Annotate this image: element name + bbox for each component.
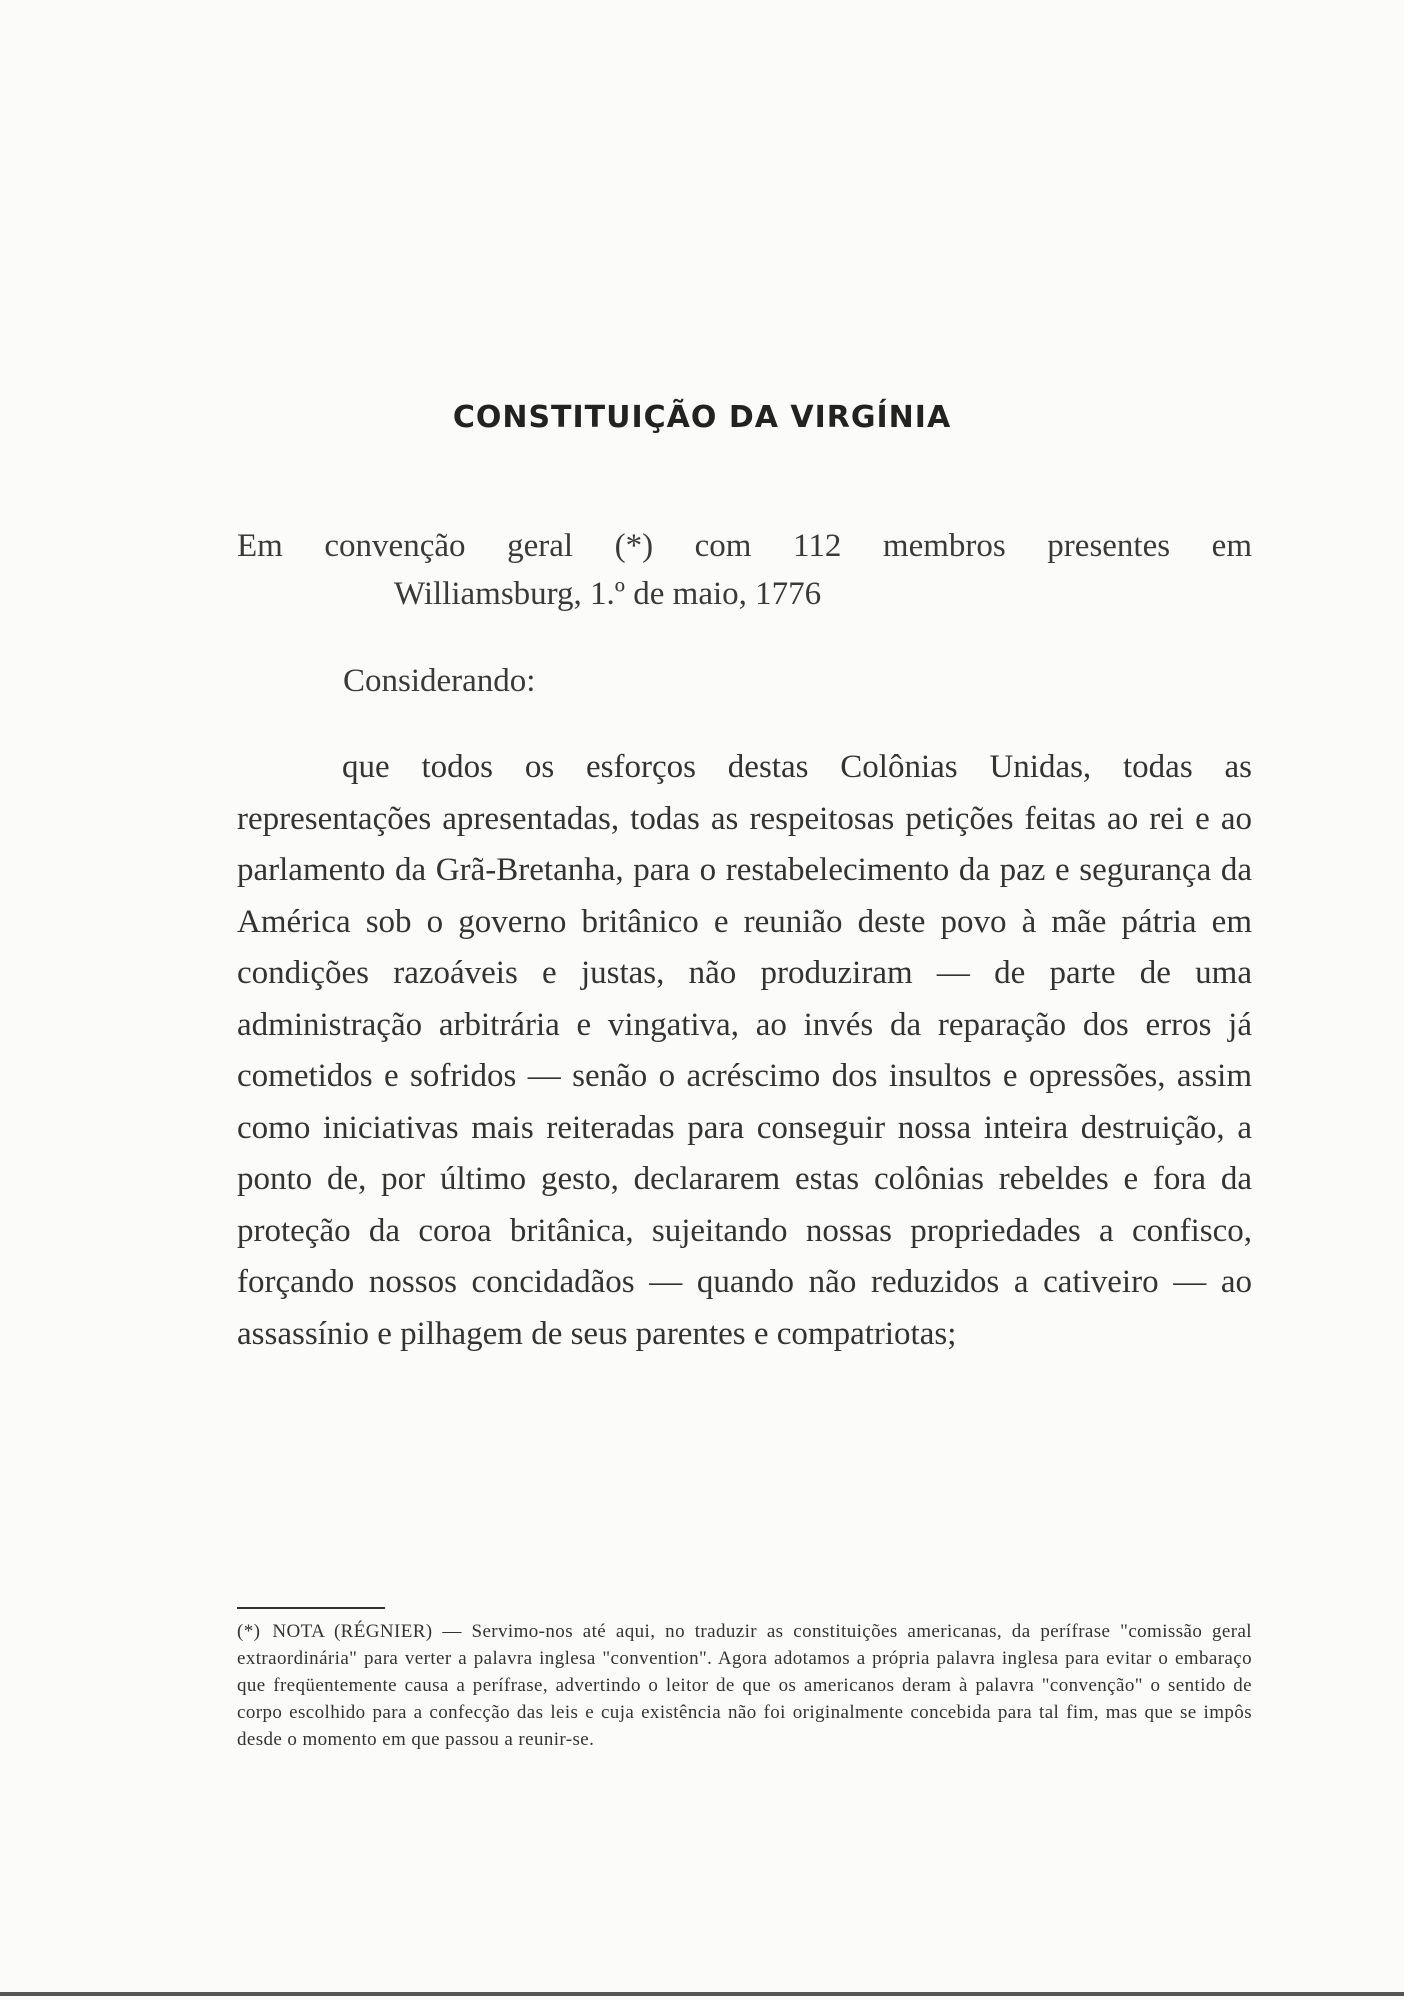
footnote-mark: (*): [237, 1621, 261, 1642]
convention-line-2: Williamsburg, 1.º de maio, 1776: [394, 576, 822, 612]
footnote-divider: [237, 1607, 385, 1609]
convention-line-1: Em convenção geral (*) com 112 membros presentes em: [237, 528, 1252, 564]
footnote-text: NOTA (RÉGNIER) — Servimo-nos até aqui, no traduzir as constituições americanas, da perífrase "comissão geral extraordinária" para verter a palavra inglesa "convention". Agora adotamos a própria palavra inglesa para evitar o embaraço que freqüentemente causa a perífrase, advertindo o leitor de que os americanos deram à palavra "convenção" o sentido de corpo escolhido para a confecção das leis e cuja existência não foi originalmente concebida para tal fim, mas que se impôs desde o momento em que passou a reunir-se.: [237, 1621, 1252, 1750]
considerando-label: Considerando:: [343, 663, 536, 699]
convention-heading: [237, 522, 1252, 618]
page-title: CONSTITUIÇÃO DA VIRGÍNIA: [452, 400, 952, 435]
page-bottom-edge: [0, 1992, 1404, 1996]
footnote: [237, 1618, 1252, 1753]
body-paragraph: que todos os esforços destas Colônias Unidas, todas as representações apresentadas, todas as respeitosas petições feitas ao rei e ao parlamento da Grã-Bretanha, para o restabelecimento da paz e segurança da América sob o governo britânico e reunião deste povo à mãe pátria em condições razoáveis e justas, não produziram — de parte de uma administração arbitrária e vingativa, ao invés da reparação dos erros já cometidos e sofridos — senão o acréscimo dos insultos e opressões, assim como iniciativas mais reiteradas para conseguir nossa inteira destruição, a ponto de, por último gesto, declararem estas colônias rebeldes e fora da proteção da coroa britânica, sujeitando nossas propriedades a confisco, forçando nossos concidadãos — quando não reduzidos a cativeiro — ao assassínio e pilhagem de seus parentes e compatriotas;: [237, 749, 1252, 1352]
